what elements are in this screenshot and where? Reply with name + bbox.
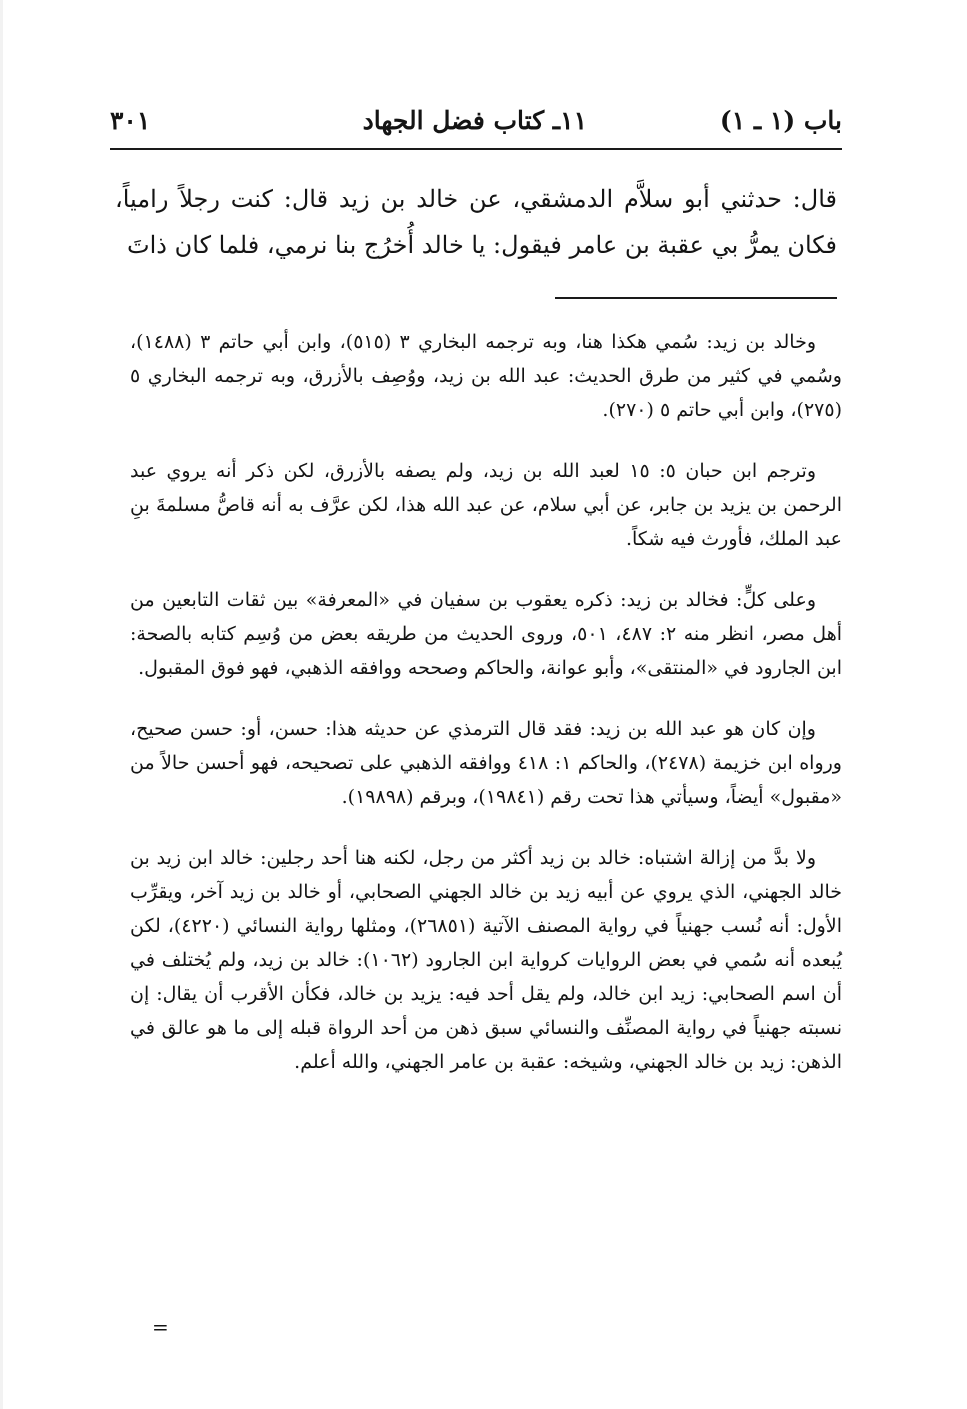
page-header bbox=[110, 98, 842, 144]
footnote-paragraph: وترجم ابن حبان ٥: ١٥ لعبد الله بن زيد، ولم يصفه بالأزرق، لكن ذكر أنه يروي عبد الرحمن بن يزيد بن جابر، عن أبي سلام، عن عبد الله هذا، لكن عرَّف به أنه قاصُّ مسلمةَ بنِ عبد الملك، فأورث فيه شكاً. bbox=[130, 460, 842, 550]
footnote-paragraph: وخالد بن زيد: سُمي هكذا هنا، وبه ترجمه البخاري ٣ (٥١٥)، وابن أبي حاتم ٣ (١٤٨٨)، وسُمي في كثير من طرق الحديث: عبد الله بن زيد، ووُصِف بالأزرق، وبه ترجمه البخاري ٥ (٢٧٥)، وابن أبي حاتم ٥ (٢٧٠). bbox=[130, 331, 842, 421]
book-title: ١١ـ كتاب فضل الجهاد bbox=[362, 106, 587, 135]
main-paragraph: قال: حدثني أبو سلاَّم الدمشقي، عن خالد بن زيد قال: كنت رجلاً رامياً، فكان يمرُّ بي عقبة بن عامر فيقول: يا خالد أُخرُج بنا نرمي، فلما كان ذاتَ bbox=[115, 185, 837, 259]
footnote-paragraph: ولا بدَّ من إزالة اشتباه: خالد بن زيد أكثر من رجل، لكنه هنا أحد رجلين: خالد ابن زيد بن خالد الجهني، الذي يروي عن أبيه زيد بن خالد الجهني الصحابي، أو خالد بن زيد آخر، ويقرِّب الأول: أنه نُسب جهنياً في رواية المصنف الآتية (٢٦٨٥١)، ومثلها رواية النسائي (٤٢٢٠)، لكن يُبعده أنه سُمي في بعض الروايات كرواية ابن الجارود (١٠٦٢): خالد بن زيد، ولم يُختلف في أن اسم الصحابي: زيد ابن خالد، ولم يقل أحد فيه: يزيد بن خالد، فكأن الأقرب أن يقال: إن نسبته جهنياً في رواية المصنِّف والنسائي سبق ذهن من أحد الرواة قبله إلى ما هو عالق في الذهن: زيد بن خالد الجهني، وشيخه: عقبة بن عامر الجهني، والله أعلم. bbox=[130, 847, 842, 1073]
main-text bbox=[115, 176, 837, 268]
footnote-paragraph: وعلى كلٍّ: فخالد بن زيد: ذكره يعقوب بن سفيان في «المعرفة» بين ثقات التابعين من أهل مصر، انظر منه ٢: ٤٨٧، ٥٠١، وروى الحديث من طريقه بعض من وُسِم كتابه بالصحة: ابن الجارود في «المنتقى»، وأبو عوانة، والحاكم وصححه ووافقه الذهبي، فهو فوق المقبول. bbox=[130, 589, 842, 679]
chapter-heading: باب (١ ـ ١) bbox=[719, 106, 842, 135]
page-number: ٣٠١ bbox=[110, 106, 151, 135]
header-rule bbox=[110, 148, 842, 150]
footnote-paragraph: وإن كان هو عبد الله بن زيد: فقد قال الترمذي عن حديثه هذا: حسن، أو: حسن صحيح، ورواه ابن خزيمة (٢٤٧٨)، والحاكم ١: ٤١٨ ووافقه الذهبي على تصحيحه، فهو أحسن حالاً من «مقبول» أيضاً، وسيأتي هذا تحت رقم (١٩٨٤١)، وبرقم (١٩٨٩٨). bbox=[130, 718, 842, 808]
scan-edge bbox=[0, 0, 3, 1409]
footnotes bbox=[130, 325, 842, 1106]
continuation-mark: = bbox=[152, 1315, 169, 1339]
footnote-separator bbox=[555, 297, 837, 299]
